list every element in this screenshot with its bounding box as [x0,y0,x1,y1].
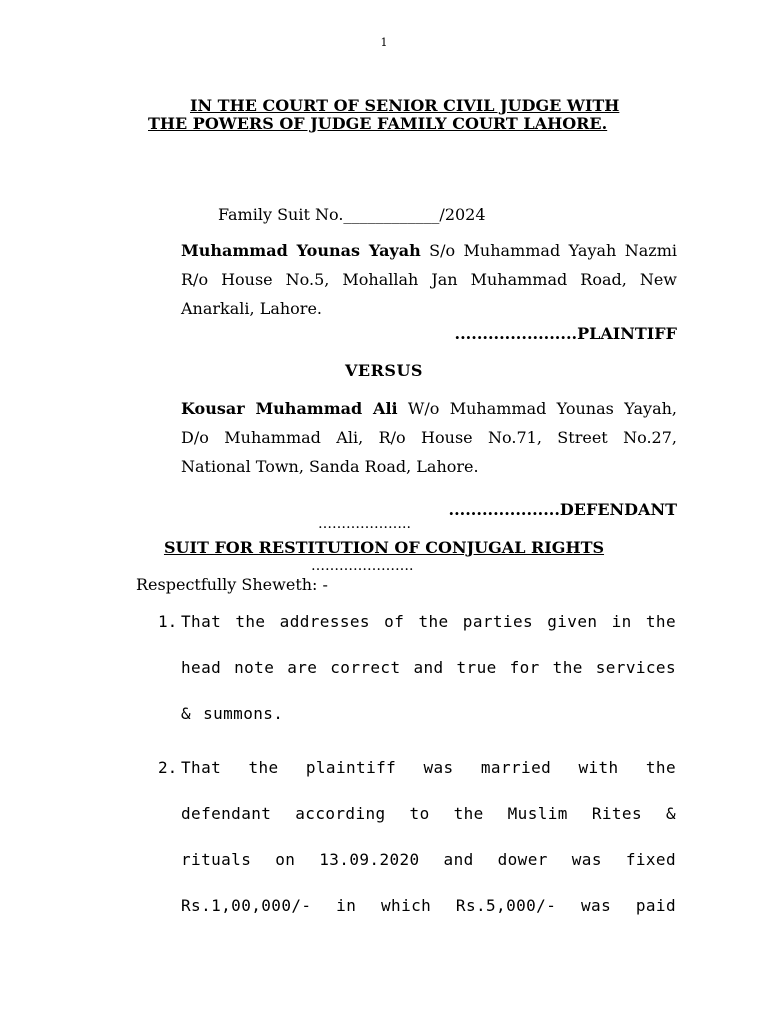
plaintiff-role-label: ......................PLAINTIFF [454,324,677,343]
defendant-details [181,394,677,481]
paragraph-text: That the addresses of the parties given in the head note are correct and true for the services & summons. [181,612,676,723]
salutation: Respectfully Sheweth: - [136,575,328,594]
defendant-role-label: ....................DEFENDANT [448,500,677,519]
plaintiff-details [181,236,677,323]
court-title-line-1: IN THE COURT OF SENIOR CIVIL JUDGE WITH [190,96,620,115]
defendant-name: Kousar Muhammad Ali [181,399,398,418]
suit-title: SUIT FOR RESTITUTION OF CONJUGAL RIGHTS [163,538,605,557]
paragraph-text: That the plaintiff was married with the defendant according to the Muslim Rites & rituals on 13.09.2020 and dower was fixed Rs.1,00,000/- in which Rs.5,000/- was paid [181,758,676,915]
plaintiff-name: Muhammad Younas Yayah [181,241,421,260]
versus-heading: VERSUS [345,361,423,380]
plaintiff-address: S/o Muhammad Yayah Nazmi R/o House No.5, Mohallah Jan Muhammad Road, New Anarkali, Lahore. [181,241,677,318]
dotted-separator-bottom: …………………. [311,558,414,574]
court-title-line-2: THE POWERS OF JUDGE FAMILY COURT LAHORE. [148,114,608,133]
dotted-separator-top: ……………….. [318,516,411,532]
family-suit-number: Family Suit No.____________/2024 [218,205,486,224]
paragraph-number: 1. [158,612,178,631]
defendant-address: W/o Muhammad Younas Yayah, D/o Muhammad Ali, R/o House No.71, Street No.27, National Town, Sanda Road, Lahore. [181,399,677,476]
paragraph-1 [158,599,676,737]
paragraph-number: 2. [158,758,178,777]
page-number: 1 [380,36,388,49]
paragraph-2 [158,745,676,929]
